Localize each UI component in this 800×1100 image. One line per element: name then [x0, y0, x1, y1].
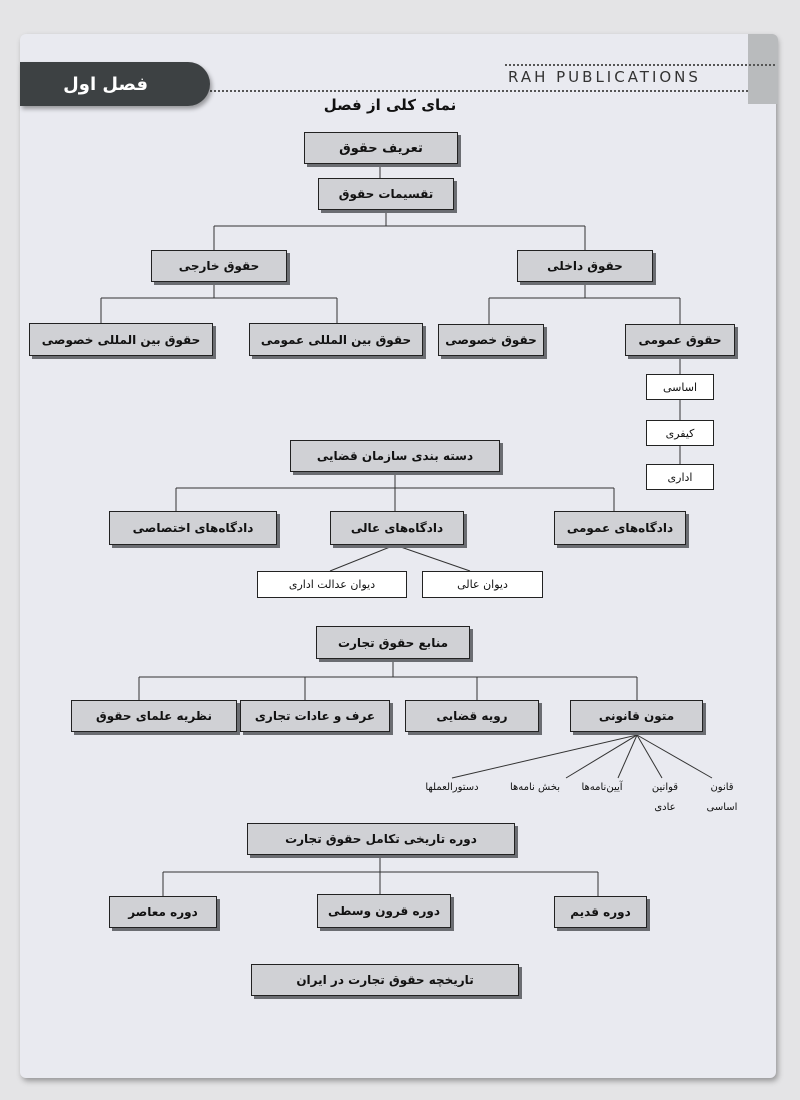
history-box: دوره تاریخی تکامل حقوق تجارت	[247, 823, 515, 855]
internal-law-box: حقوق داخلی	[517, 250, 653, 282]
custom-box: عرف و عادات تجاری	[240, 700, 390, 732]
constitution-label: قانون اساسی	[706, 782, 738, 813]
chapter-tab: فصل اول	[20, 62, 210, 106]
instructions-label: دستورالعملها	[425, 782, 479, 793]
ancient-box: دوره قدیم	[554, 896, 647, 928]
doctrine-box: نظریه علمای حقوق	[71, 700, 237, 732]
intl-private-box: حقوق بین المللی خصوصی	[29, 323, 213, 356]
supreme-court-box: دیوان عالی	[422, 571, 543, 598]
supreme-courts-box: دادگاه‌های عالی	[330, 511, 464, 545]
definition-box: تعریف حقوق	[304, 132, 458, 164]
criminal-box: کیفری	[646, 420, 714, 446]
admin-justice-box: دیوان عدالت اداری	[257, 571, 407, 598]
divisions-box: تقسیمات حقوق	[318, 178, 454, 210]
iran-history-box: تاریخچه حقوق تجارت در ایران	[251, 964, 519, 996]
publisher-name: RAH PUBLICATIONS	[508, 68, 701, 86]
contemporary-box: دوره معاصر	[109, 896, 217, 928]
medieval-box: دوره قرون وسطی	[317, 894, 451, 928]
regulations-label: آیین‌نامه‌ها	[581, 782, 623, 793]
judicial-box: دسته بندی سازمان قضایی	[290, 440, 500, 472]
intl-public-box: حقوق بین المللی عمومی	[249, 323, 423, 356]
general-courts-box: دادگاه‌های عمومی	[554, 511, 686, 545]
external-law-box: حقوق خارجی	[151, 250, 287, 282]
public-law-box: حقوق عمومی	[625, 324, 735, 356]
constitutional-box: اساسی	[646, 374, 714, 400]
special-courts-box: دادگاه‌های اختصاصی	[109, 511, 277, 545]
precedent-box: رویه قضایی	[405, 700, 539, 732]
circulars-label: بخش نامه‌ها	[509, 782, 561, 793]
sources-box: منابع حقوق تجارت	[316, 626, 470, 659]
private-law-box: حقوق خصوصی	[438, 324, 544, 356]
administrative-box: اداری	[646, 464, 714, 490]
legal-texts-box: متون قانونی	[570, 700, 703, 732]
ordinary-laws-label: قوانین عادی	[651, 782, 679, 813]
overview-title: نمای کلی از فصل	[323, 96, 457, 114]
